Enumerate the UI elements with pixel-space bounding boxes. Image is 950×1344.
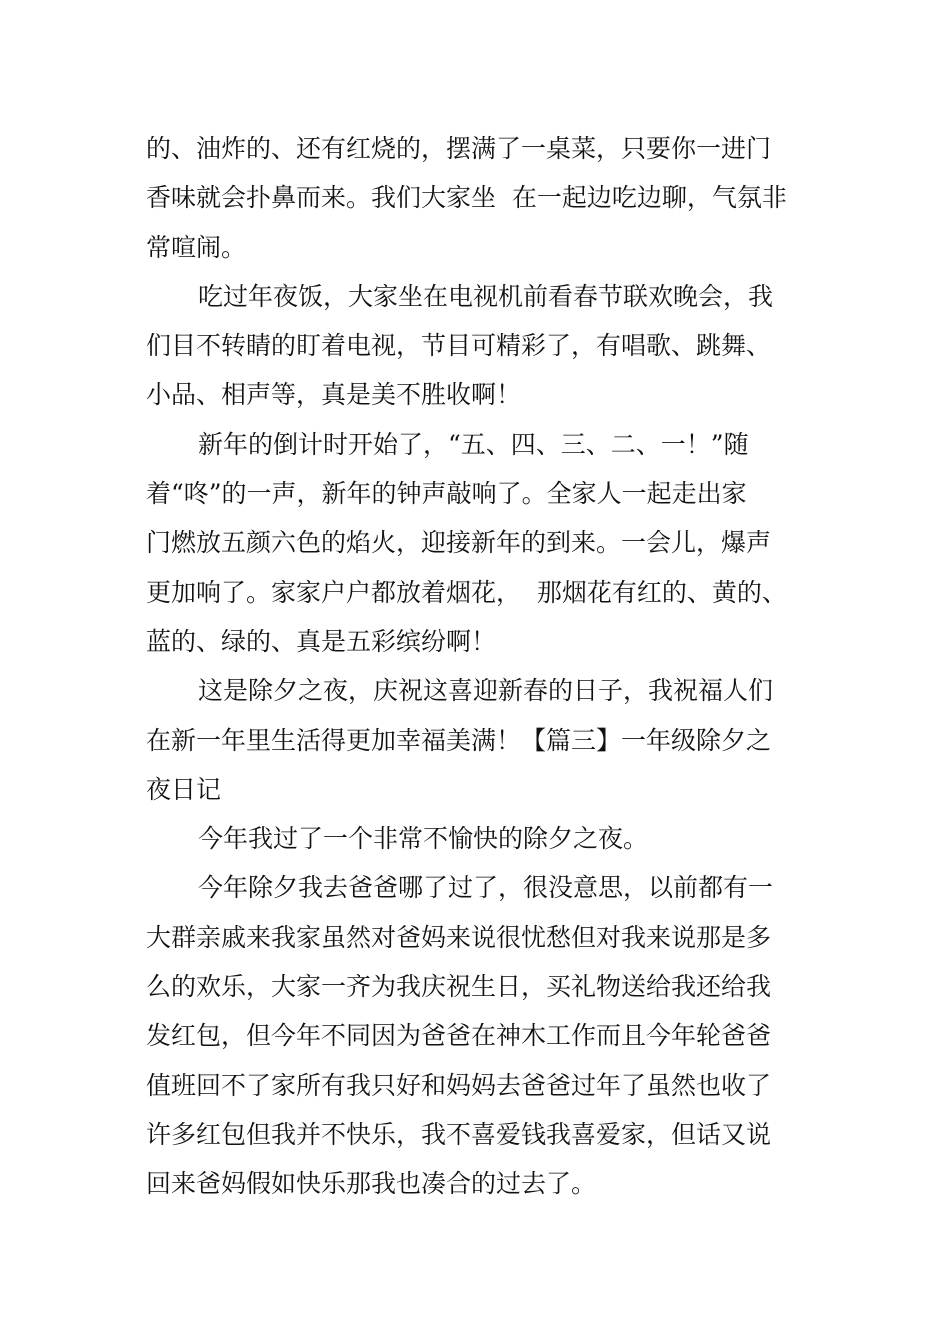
text-line: 回来爸妈假如快乐那我也凑合的过去了。 [146,1169,597,1199]
text-line: 小品、相声等，真是美不胜收啊！ [146,380,522,410]
paragraph-first-line: 这是除夕之夜，庆祝这喜迎新春的日子，我祝福人们 [198,676,774,706]
text-line: 常喧闹。 [146,232,247,262]
text-line: 发红包，但今年不同因为爸爸在神木工作而且今年轮爸爸 [146,1021,772,1051]
text-line: 着“咚”的一声，新年的钟声敲响了。全家人一起走出家 [146,479,747,509]
text-line: 么的欢乐，大家一齐为我庆祝生日，买礼物送给我还给我 [146,972,772,1002]
text-line: 夜日记 [146,774,222,804]
paragraph-first-line: 今年除夕我去爸爸哪了过了，很没意思，以前都有一 [198,873,774,903]
text-line: 的、油炸的、还有红烧的，摆满了一桌菜，只要你一进门 [146,134,772,163]
text-line: 香味就会扑鼻而来。我们大家坐 在一起边吃边聊，气氛非 [146,183,787,213]
text-line: 值班回不了家所有我只好和妈妈去爸爸过年了虽然也收了 [146,1070,772,1100]
text-line: 更加响了。家家户户都放着烟花， 那烟花有红的、黄的、 [146,577,787,607]
document-body [146,124,806,1209]
paragraph-first-line: 新年的倒计时开始了，“五、四、三、二、一！”随 [198,429,749,459]
text-line: 门燃放五颜六色的焰火，迎接新年的到来。一会儿，爆声 [146,528,772,558]
text-line: 在新一年里生活得更加幸福美满！【篇三】一年级除夕之 [146,725,772,755]
paragraph-first-line: 吃过年夜饭，大家坐在电视机前看春节联欢晚会，我 [198,281,774,311]
text-line: 大群亲戚来我家虽然对爸妈来说很忧愁但对我来说那是多 [146,922,772,952]
text-line: 蓝的、绿的、真是五彩缤纷啊！ [146,626,497,656]
paragraph-first-line: 今年我过了一个非常不愉快的除夕之夜。 [198,824,649,854]
text-line: 许多红包但我并不快乐，我不喜爱钱我喜爱家，但话又说 [146,1119,772,1149]
text-line: 们目不转睛的盯着电视，节目可精彩了，有唱歌、跳舞、 [146,331,772,361]
